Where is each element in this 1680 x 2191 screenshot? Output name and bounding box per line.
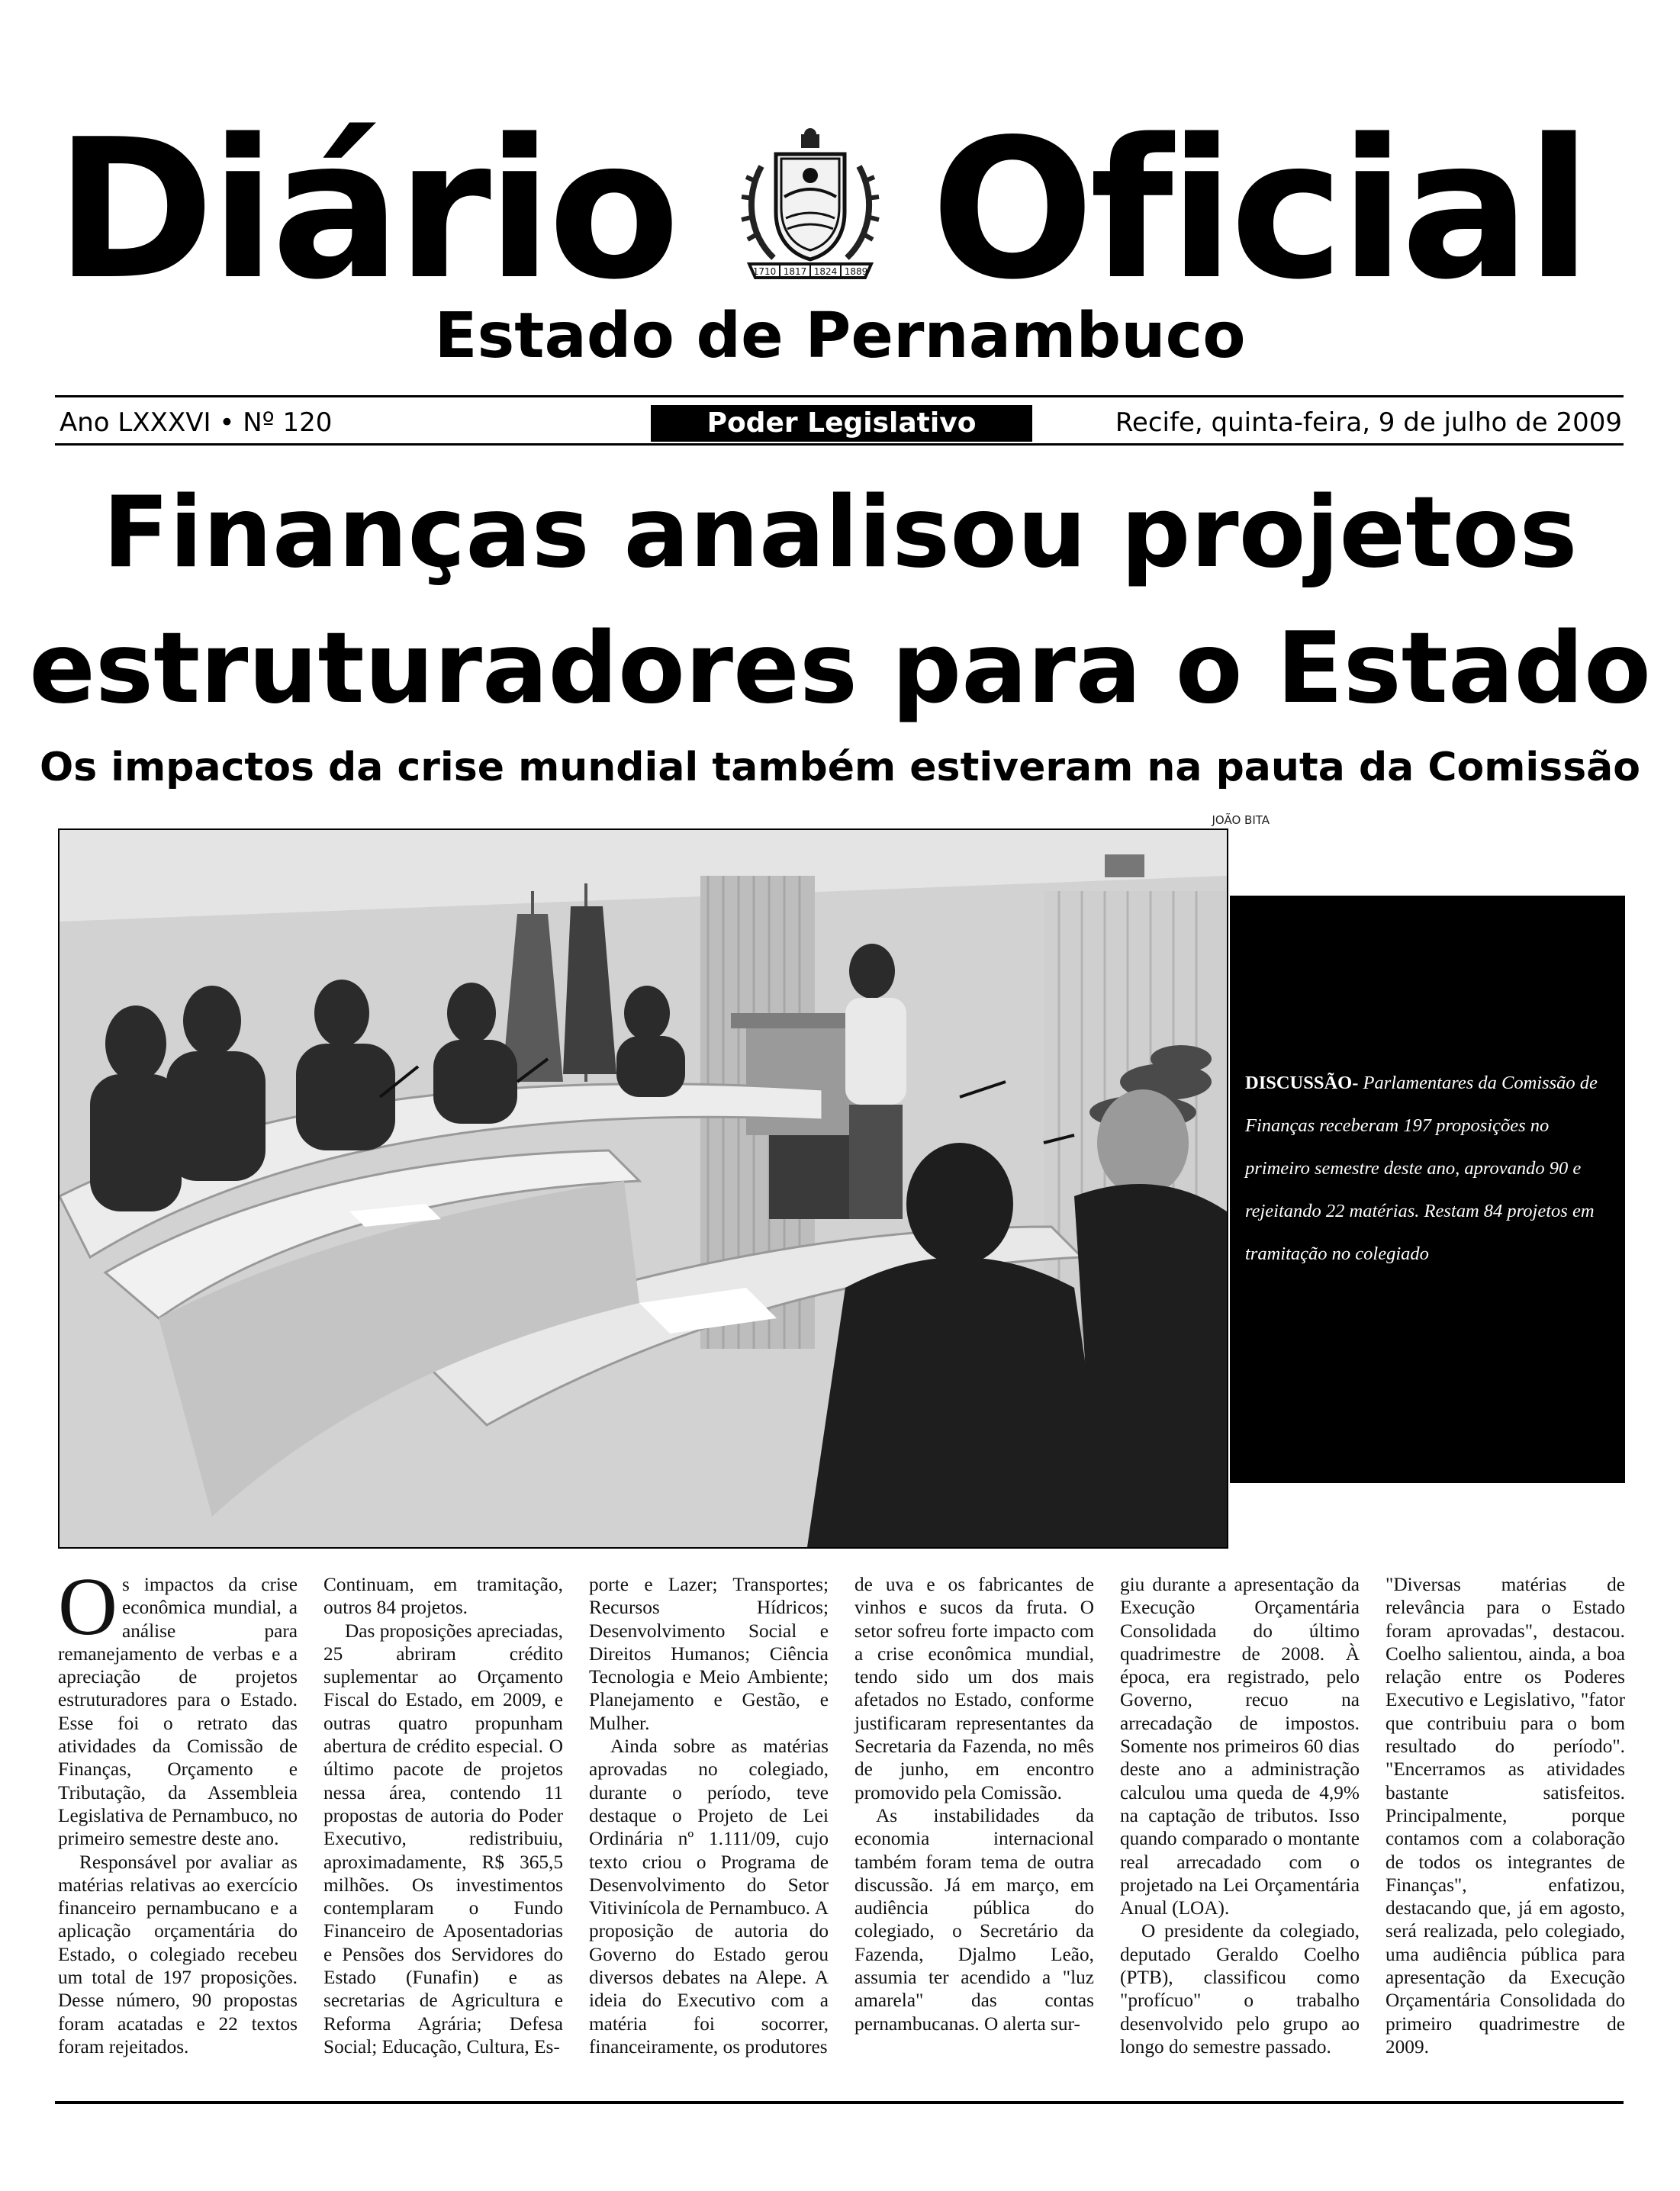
divider-footer — [55, 2101, 1624, 2104]
article-column-3 — [589, 1573, 829, 2058]
article-paragraph: de uva e os fabricantes de vinhos e sucos da fruta. O setor sofreu forte impacto com a crise econômica mundial, tendo sido um dos mais afetados no Estado, conforme justificaram representantes da Secretaria da Fazenda, no mês de junho, em encontro promovido pela Comissão. — [854, 1574, 1094, 1803]
masthead-subtitle: Estado de Pernambuco — [434, 300, 1246, 372]
masthead-title-left: Diário — [55, 98, 676, 322]
state-coat-of-arms-logo — [734, 128, 887, 296]
masthead-title-right: Oficial — [931, 98, 1588, 322]
issue-number: Ano LXXXVI • Nº 120 — [60, 407, 333, 438]
drop-cap: O — [58, 1562, 117, 1652]
caption-text: Parlamentares da Comissão de Finanças receberam 197 proposições no primeiro semestre deste ano, aprovando 90 e rejeitando 22 matérias. Restam 84 projetos em tramitação no colegiado — [1245, 1073, 1598, 1264]
news-photo — [58, 828, 1228, 1549]
article-paragraph: giu durante a apresentação da Execução Orçamentária Consolidada do último quadrimestre de 2008. À época, era registrado, pelo Governo, recuo na arrecadação de impostos. Somente nos primeiros 60 dias deste ano a administração calculou uma queda de 4,9% na captação de tributos. Isso quando comparado o montante real arrecadado com o projetado na Lei Orçamentária Anual (LOA). — [1120, 1574, 1360, 1919]
article-body — [58, 1562, 1625, 2099]
svg-text:1824: 1824 — [813, 266, 838, 277]
article-paragraph: Continuam, em tramitação, outros 84 projetos. — [323, 1574, 563, 1619]
divider-bottom — [55, 443, 1624, 446]
headline-line-1: Finanças analisou projetos — [102, 476, 1578, 590]
section-label: Poder Legislativo — [651, 405, 1032, 442]
article-paragraph: Das proposições apreciadas, 25 abriram crédito suplementar ao Orçamento Fiscal do Estado, em 2009, e outras quatro propunham abertura de crédito especial. O último pacote de projetos nessa área, contendo 11 propostas de autoria do Poder Executivo, redistribuiu, aproximadamente, R$ 365,5 milhões. Os investimentos contemplaram o Fundo Financeiro de Aposentadorias e Pensões dos Servidores do Estado (Funafin) e as secretarias de Agricultura e Reforma Agrária; Defesa Social; Educação, Cultura, Es- — [323, 1620, 563, 2057]
headline-deck: Os impactos da crise mundial também estiveram na pauta da Comissão — [40, 745, 1640, 790]
article-paragraph: "Diversas matérias de relevância para o Estado foram aprovadas", destacou. Coelho salientou, ainda, a boa relação entre os Poderes Executivo e Legislativo, "fator que contribuiu para o bom resultado do período". "Encerramos as atividades bastante satisfeitos. Principalmente, porque contamos com a colaboração de todos os integrantes de Finanças", enfatizou, destacando que, já em agosto, será realizada, pelo colegiado, uma audiência pública para apresentação da Execução Orçamentária Consolidada do primeiro quadrimestre de 2009. — [1386, 1574, 1625, 2057]
headline-line-2: estruturadores para o Estado — [29, 612, 1651, 726]
article-column-2 — [323, 1573, 563, 2058]
article-column-4 — [854, 1573, 1094, 2035]
svg-text:1710: 1710 — [752, 266, 777, 277]
svg-text:1817: 1817 — [783, 266, 807, 277]
article-paragraph: Responsável por avaliar as matérias relativas ao exercício financeiro pernambucano e a aplicação orçamentária do Estado, o colegiado recebeu um total de 197 proposições. Desse número, 90 propostas foram acatadas e 22 textos foram rejeitados. — [58, 1851, 298, 2057]
photo-caption-box — [1230, 896, 1625, 1483]
photo-credit: JOÃO BITA — [1212, 813, 1270, 827]
article-paragraph: porte e Lazer; Transportes; Recursos Hídricos; Desenvolvimento Social e Direitos Humanos; Ciência Tecnologia e Meio Ambiente; Planejamento e Gestão, e Mulher. — [589, 1574, 829, 1734]
article-paragraph: As instabilidades da economia internacional também foram tema de outra discussão. Já em março, em audiência pública do colegiado, o Secretário da Fazenda, Djalmo Leão, assumia ter acendido a "luz amarela" das contas pernambucanas. O alerta sur- — [854, 1804, 1094, 2035]
headline — [0, 465, 1680, 737]
article-paragraph: s impactos da crise econômica mundial, a análise para remanejamento de verbas e a apreciação de projetos estruturadores para o Estado. Esse foi o retrato das atividades da Comissão de Finanças, Orçamento e Tributação, da Assembleia Legislativa de Pernambuco, no primeiro semestre deste ano. — [58, 1574, 298, 1850]
article-column-1 — [58, 1562, 298, 2058]
svg-text:1889: 1889 — [844, 266, 868, 277]
dateline: Recife, quinta-feira, 9 de julho de 2009 — [1115, 407, 1622, 438]
photo-caption — [1245, 1062, 1605, 1276]
article-column-5 — [1120, 1573, 1360, 2058]
divider-top — [55, 395, 1624, 397]
caption-lead: DISCUSSÃO- — [1245, 1073, 1359, 1093]
article-column-6 — [1386, 1573, 1625, 2058]
article-paragraph: O presidente da colegiado, deputado Geraldo Coelho (PTB), classificou como "profícuo" o trabalho desenvolvido pelo grupo ao longo do semestre passado. — [1120, 1920, 1360, 2057]
article-paragraph: Ainda sobre as matérias aprovadas no colegiado, durante o período, teve destaque o Projeto de Lei Ordinária nº 1.111/09, cujo texto criou o Programa de Desenvolvimento do Setor Vitivinícola de Pernambuco. A proposição de autoria do Governo do Estado gerou diversos debates na Alepe. A ideia do Executivo com a matéria foi socorrer, financeiramente, os produtores — [589, 1736, 829, 2057]
